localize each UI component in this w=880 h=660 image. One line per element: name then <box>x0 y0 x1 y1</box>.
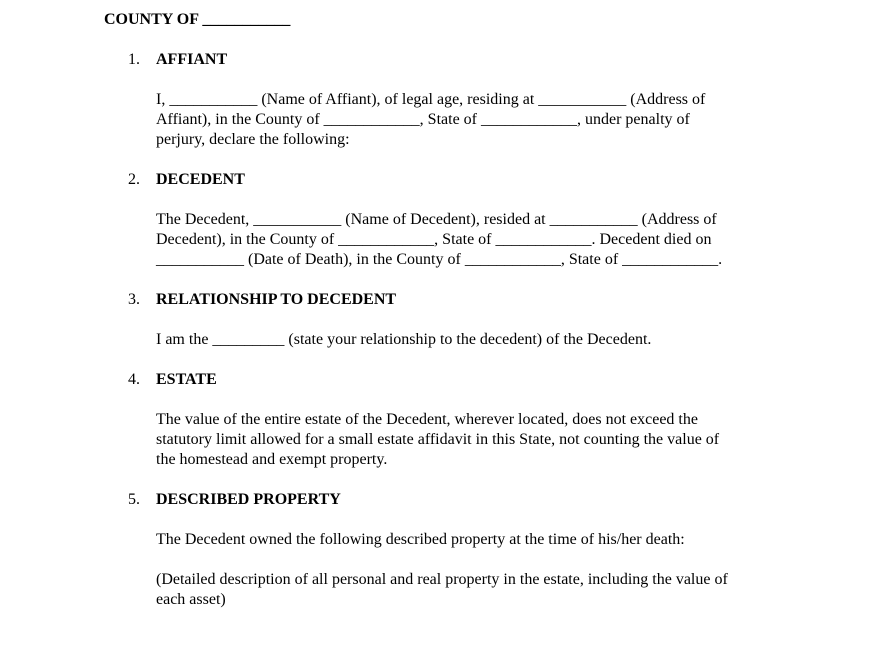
paragraph-line: I am the _________ (state your relationship to the decedent) of the Decedent. <box>156 331 652 348</box>
section-number: 5. <box>128 491 140 508</box>
section-5-heading <box>128 490 341 510</box>
section-4-heading <box>128 370 217 390</box>
section-3-paragraph <box>156 330 776 350</box>
property-description-placeholder <box>156 570 776 610</box>
section-title: RELATIONSHIP TO DECEDENT <box>156 291 397 308</box>
section-title: DECEDENT <box>156 171 245 188</box>
paragraph-line: ___________ (Date of Death), in the County of ____________, State of ____________. <box>156 251 723 268</box>
paragraph-line: each asset) <box>156 591 226 608</box>
section-number: 1. <box>128 51 140 68</box>
section-1-heading <box>128 50 227 70</box>
paragraph-line: statutory limit allowed for a small estate affidavit in this State, not counting the value of <box>156 431 720 448</box>
paragraph-line: the homestead and exempt property. <box>156 451 388 468</box>
section-title: AFFIANT <box>156 51 228 68</box>
section-number: 4. <box>128 371 140 388</box>
section-1-paragraph <box>156 90 776 150</box>
paragraph-line: Affiant), in the County of ____________, State of ____________, under penalty of <box>156 111 690 128</box>
section-4-paragraph <box>156 410 776 470</box>
paragraph-line: The Decedent, ___________ (Name of Decedent), resided at ___________ (Address of <box>156 211 717 228</box>
paragraph-line: The value of the entire estate of the Decedent, wherever located, does not exceed the <box>156 411 698 428</box>
paragraph-line: perjury, declare the following: <box>156 131 350 148</box>
paragraph-line: I, ___________ (Name of Affiant), of legal age, residing at ___________ (Address of <box>156 91 706 108</box>
paragraph-line: (Detailed description of all personal and real property in the estate, including the value of <box>156 571 728 588</box>
section-number: 2. <box>128 171 140 188</box>
section-5-paragraph <box>156 530 776 550</box>
section-2-paragraph <box>156 210 776 270</box>
county-field: COUNTY OF ___________ <box>104 11 291 28</box>
paragraph-line: The Decedent owned the following described property at the time of his/her death: <box>156 531 685 548</box>
paragraph-line: Decedent), in the County of ____________, State of ____________. Decedent died on <box>156 231 712 248</box>
section-title: ESTATE <box>156 371 217 388</box>
section-number: 3. <box>128 291 140 308</box>
section-2-heading <box>128 170 245 190</box>
section-3-heading <box>128 290 396 310</box>
section-title: DESCRIBED PROPERTY <box>156 491 341 508</box>
